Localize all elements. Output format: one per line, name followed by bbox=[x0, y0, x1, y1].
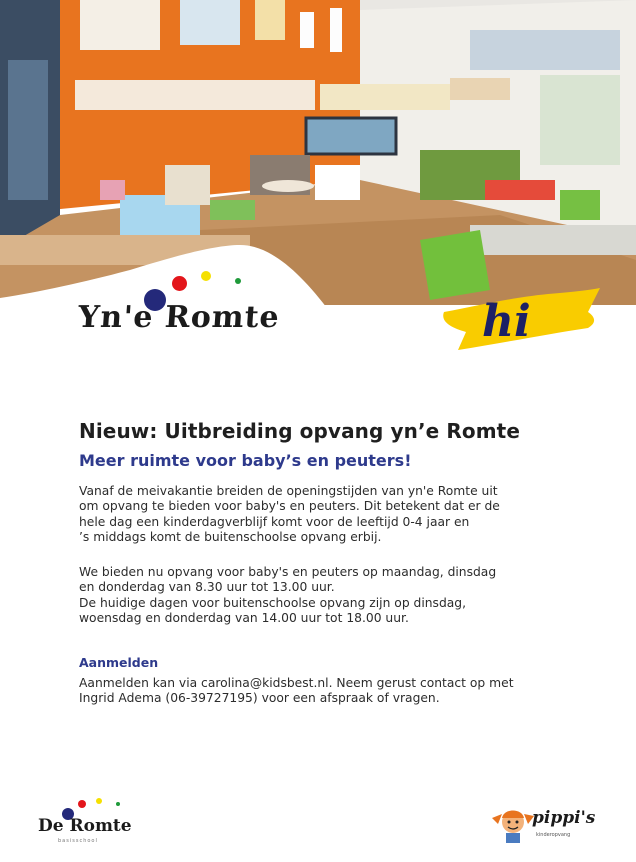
paragraph-line: Ingrid Adema (06-39727195) voor een afspraak of vragen. bbox=[79, 691, 440, 706]
hi-badge-text: hi bbox=[482, 296, 531, 347]
headline: Nieuw: Uitbreiding opvang yn’e Romte bbox=[79, 419, 520, 443]
paragraph-line: hele dag een kinderdagverblijf komt voor de leeftijd 0-4 jaar en bbox=[79, 514, 470, 529]
paragraph-line: Aanmelden kan via carolina@kidsbest.nl. Neem gerust contact op met bbox=[79, 676, 514, 690]
paragraph-opvangtijden bbox=[79, 565, 579, 626]
logo-dot-yellow bbox=[96, 798, 102, 804]
logo-dot-red bbox=[172, 276, 187, 291]
paragraph-line: We bieden nu opvang voor baby's en peuters op maandag, dinsdag bbox=[79, 565, 497, 579]
logo-dot-yellow bbox=[201, 271, 211, 281]
pippis-logo bbox=[488, 802, 618, 852]
paragraph-openingstijden bbox=[79, 484, 579, 545]
register-heading: Aanmelden bbox=[79, 655, 159, 670]
logo-text: Yn'e Romte bbox=[76, 300, 281, 335]
hi-badge bbox=[438, 282, 608, 358]
de-romte-logo-text: De Romte bbox=[38, 816, 132, 836]
paragraph-line: ’s middags komt de buitenschoolse opvang erbij. bbox=[79, 529, 382, 544]
paragraph-line: om opvang te bieden voor baby's en peuters. Dit betekent dat er de bbox=[79, 499, 500, 514]
hero-photo bbox=[0, 0, 636, 312]
subheadline: Meer ruimte voor baby’s en peuters! bbox=[79, 451, 412, 470]
paragraph-line: Vanaf de meivakantie breiden de openingstijden van yn'e Romte uit bbox=[79, 484, 498, 498]
de-romte-logo bbox=[38, 798, 168, 848]
logo-dot-green bbox=[235, 278, 241, 284]
paragraph-aanmelden bbox=[79, 676, 579, 707]
paragraph-line: en donderdag van 8.30 uur tot 13.00 uur. bbox=[79, 580, 335, 595]
pippi-character-icon bbox=[488, 804, 538, 844]
paragraph-line: De huidige dagen voor buitenschoolse opvang zijn op dinsdag, bbox=[79, 595, 467, 610]
logo-dot-red bbox=[78, 800, 86, 808]
de-romte-logo-subtitle: basisschool bbox=[58, 838, 98, 844]
paragraph-line: woensdag en donderdag van 14.00 uur tot 18.00 uur. bbox=[79, 610, 409, 625]
pippis-logo-text: pippi's bbox=[532, 808, 596, 828]
logo-dot-green bbox=[116, 802, 120, 806]
pippis-logo-subtitle: kinderopvang bbox=[536, 832, 571, 838]
